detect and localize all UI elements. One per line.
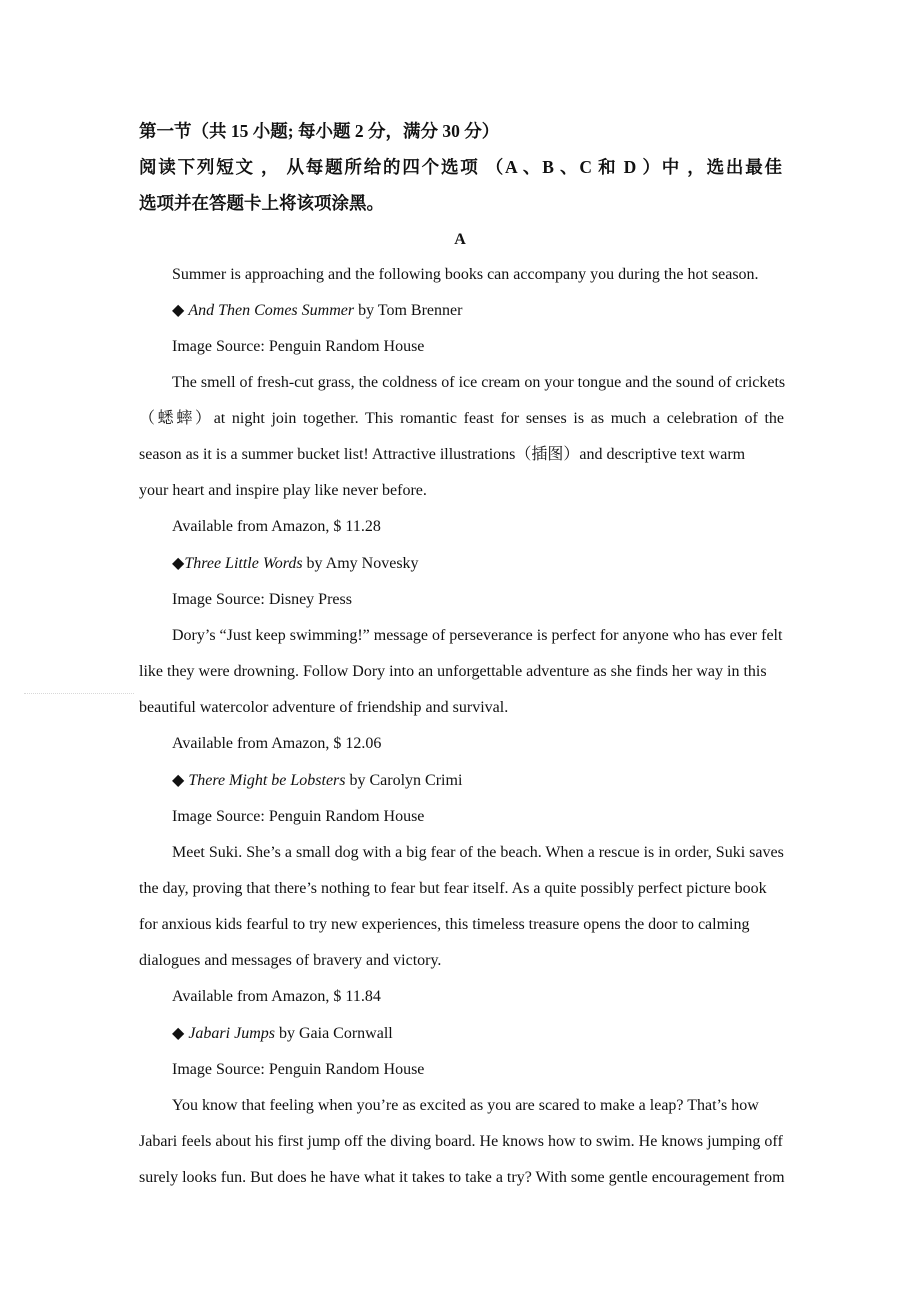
book-description-line: The smell of fresh-cut grass, the coldness of ice cream on your tongue and the sound of crickets <box>172 374 786 391</box>
book-title: Jabari Jumps <box>188 1025 275 1042</box>
book-description-line: the day, proving that there’s nothing to fear but fear itself. As a quite possibly perfect picture book <box>139 880 767 897</box>
book-title-line <box>172 554 419 574</box>
instruction-line-1: 阅读下列短文 ， 从每题所给的四个选项 （A 、B 、C 和 D ）中 ，选出最佳 <box>139 157 782 177</box>
passage-label: A <box>454 231 466 248</box>
book-description-line: Dory’s “Just keep swimming!” message of perseverance is perfect for anyone who has ever felt <box>172 627 783 644</box>
passage-intro: Summer is approaching and the following books can accompany you during the hot season. <box>172 266 759 283</box>
book-description-line: like they were drowning. Follow Dory into an unforgettable adventure as she finds her way in this <box>139 663 767 680</box>
book-author: by Carolyn Crimi <box>349 772 463 789</box>
book-description-line: You know that feeling when you’re as excited as you are scared to make a leap? That’s how <box>172 1097 759 1114</box>
bullet-icon: ◆ <box>172 772 185 789</box>
book-title: There Might be Lobsters <box>188 772 346 789</box>
book-description-line: your heart and inspire play like never before. <box>139 482 427 499</box>
book-title: And Then Comes Summer <box>188 302 355 319</box>
book-description-line: season as it is a summer bucket list! Attractive illustrations（插图）and descriptive text warm <box>139 446 746 463</box>
book-description-line: dialogues and messages of bravery and victory. <box>139 952 442 969</box>
book-price: Available from Amazon, $ 12.06 <box>172 735 382 752</box>
bullet-icon: ◆ <box>172 1025 185 1042</box>
book-title-line <box>172 1024 393 1044</box>
book-description-line: Jabari feels about his first jump off the diving board. He knows how to swim. He knows jumping off <box>139 1133 783 1150</box>
bullet-icon: ◆ <box>172 302 185 319</box>
book-price: Available from Amazon, $ 11.28 <box>172 518 381 535</box>
book-description-line: （蟋蟀）at night join together. This romantic feast for senses is as much a celebration of the <box>139 410 784 427</box>
book-description-line: Meet Suki. She’s a small dog with a big fear of the beach. When a rescue is in order, Suki saves <box>172 844 784 861</box>
image-source: Image Source: Penguin Random House <box>172 808 425 825</box>
section-header: 第一节（共 15 小题; 每小题 2 分，满分 30 分） <box>139 121 500 141</box>
book-author: by Amy Novesky <box>306 555 419 572</box>
dotted-separator <box>24 693 134 694</box>
bullet-icon: ◆ <box>172 555 185 572</box>
image-source: Image Source: Disney Press <box>172 591 352 608</box>
image-source: Image Source: Penguin Random House <box>172 338 425 355</box>
instruction-line-2: 选项并在答题卡上将该项涂黑。 <box>139 193 384 213</box>
book-price: Available from Amazon, $ 11.84 <box>172 988 381 1005</box>
book-description-line: beautiful watercolor adventure of friendship and survival. <box>139 699 509 716</box>
book-author: by Tom Brenner <box>358 302 463 319</box>
book-title-line <box>172 301 462 321</box>
book-description-line: surely looks fun. But does he have what it takes to take a try? With some gentle encouragement from <box>139 1169 785 1186</box>
book-author: by Gaia Cornwall <box>278 1025 393 1042</box>
image-source: Image Source: Penguin Random House <box>172 1061 425 1078</box>
book-title: Three Little Words <box>184 555 303 572</box>
book-title-line <box>172 771 462 791</box>
book-description-line: for anxious kids fearful to try new experiences, this timeless treasure opens the door to calming <box>139 916 750 933</box>
